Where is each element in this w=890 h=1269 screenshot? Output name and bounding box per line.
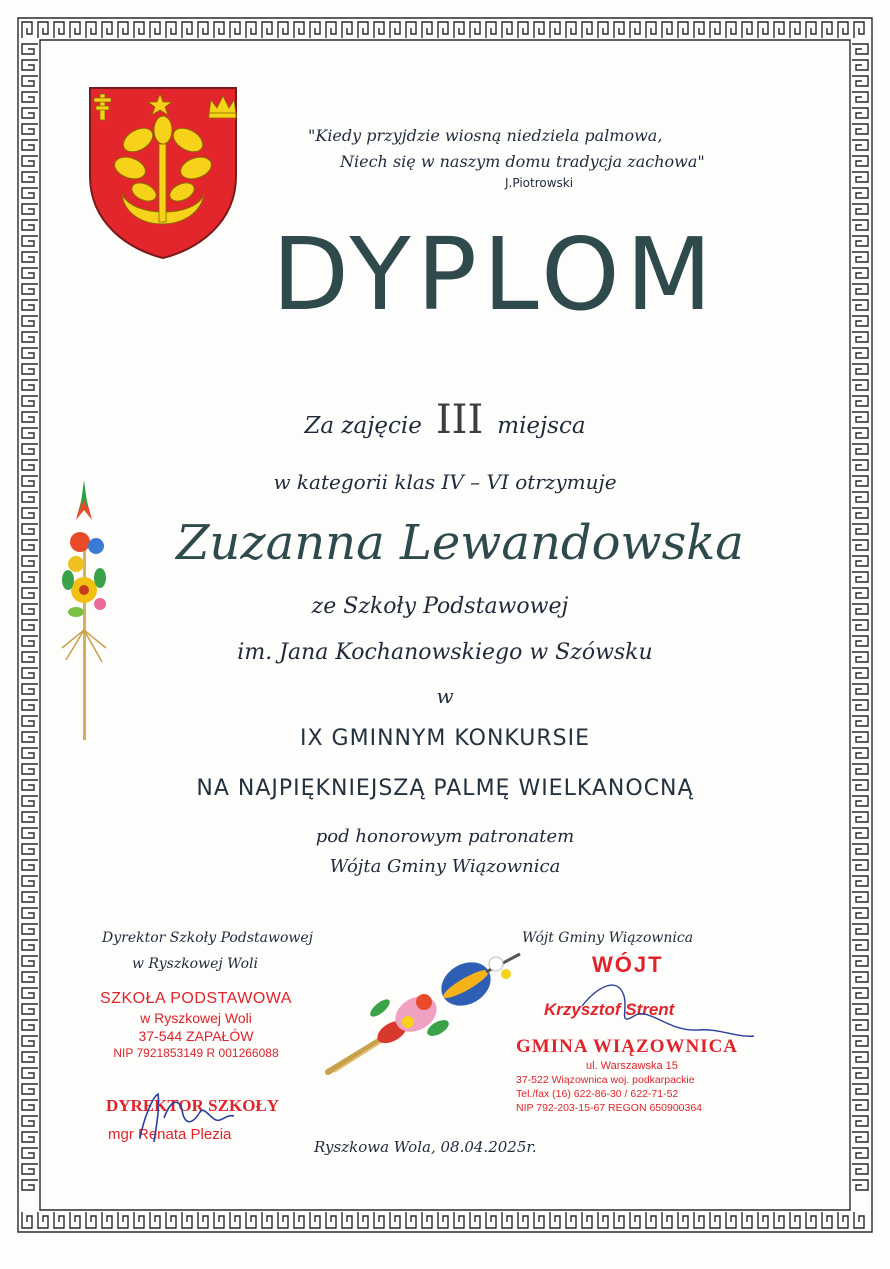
- award-line: [200, 398, 690, 451]
- school-stamp: [86, 990, 306, 1060]
- recipient-name: Zuzanna Lewandowska: [176, 515, 744, 571]
- wojt-stamp-name: Krzysztof Strent: [544, 1000, 675, 1019]
- palm-bouquet-icon: [320, 948, 540, 1078]
- contest-connector: w: [436, 684, 454, 708]
- gmina-stamp: [516, 1036, 776, 1114]
- school-stamp-line-4: NIP 7921853149 R 001266088: [113, 1046, 279, 1060]
- contest-line-2: NA NAJPIĘKNIEJSZĄ PALMĘ WIELKANOCNĄ: [196, 776, 694, 801]
- place-date: Ryszkowa Wola, 08.04.2025r.: [314, 1138, 537, 1156]
- quote-line-1: "Kiedy przyjdzie wiosną niedziela palmowa,: [308, 126, 663, 145]
- left-signatory-role-1: Dyrektor Szkoły Podstawowej: [102, 930, 313, 946]
- gmina-stamp-addr-1: ul. Warszawska 15: [586, 1060, 678, 1072]
- patronage-line-1: pod honorowym patronatem: [315, 826, 575, 847]
- left-signatory-role-2: w Ryszkowej Woli: [132, 956, 258, 972]
- quote-author: J.Piotrowski: [505, 176, 574, 190]
- wojt-stamp-title: WÓJT: [592, 952, 664, 977]
- award-prefix: Za zajęcie: [304, 413, 422, 439]
- award-category: w kategorii klas IV – VI otrzymuje: [273, 470, 617, 494]
- patronage-line-2: Wójta Gminy Wiązownica: [329, 856, 561, 877]
- school-line-1: ze Szkoły Podstawowej: [311, 594, 569, 619]
- gmina-stamp-addr-2: 37-522 Wiązownica woj. podkarpackie: [516, 1074, 695, 1086]
- award-place: III: [435, 397, 484, 443]
- director-stamp-name: mgr Renata Plezia: [108, 1126, 232, 1143]
- quote-line-2: Niech się w naszym domu tradycja zachowa": [340, 152, 705, 171]
- school-stamp-line-1: SZKOŁA PODSTAWOWA: [100, 990, 292, 1007]
- gmina-stamp-name: GMINA WIĄZOWNICA: [516, 1036, 739, 1057]
- director-stamp-title: DYREKTOR SZKOŁY: [106, 1096, 280, 1115]
- director-signature-icon: [130, 1088, 240, 1148]
- gmina-stamp-nip: NIP 792-203-15-67 REGON 650900364: [516, 1102, 703, 1114]
- award-suffix: miejsca: [497, 413, 586, 439]
- page-title: DYPLOM: [271, 216, 719, 333]
- wojt-signature-icon: [578, 966, 758, 1046]
- school-stamp-line-3: 37-544 ZAPAŁÓW: [138, 1028, 254, 1044]
- coat-of-arms-icon: [86, 84, 240, 260]
- right-signatory-role: Wójt Gminy Wiązownica: [522, 930, 694, 946]
- gmina-stamp-tel: Tel./fax (16) 622-86-30 / 622-71-52: [516, 1088, 679, 1100]
- school-stamp-line-2: w Ryszkowej Woli: [140, 1010, 252, 1026]
- contest-line-1: IX GMINNYM KONKURSIE: [300, 726, 590, 751]
- school-line-2: im. Jana Kochanowskiego w Szówsku: [237, 640, 653, 665]
